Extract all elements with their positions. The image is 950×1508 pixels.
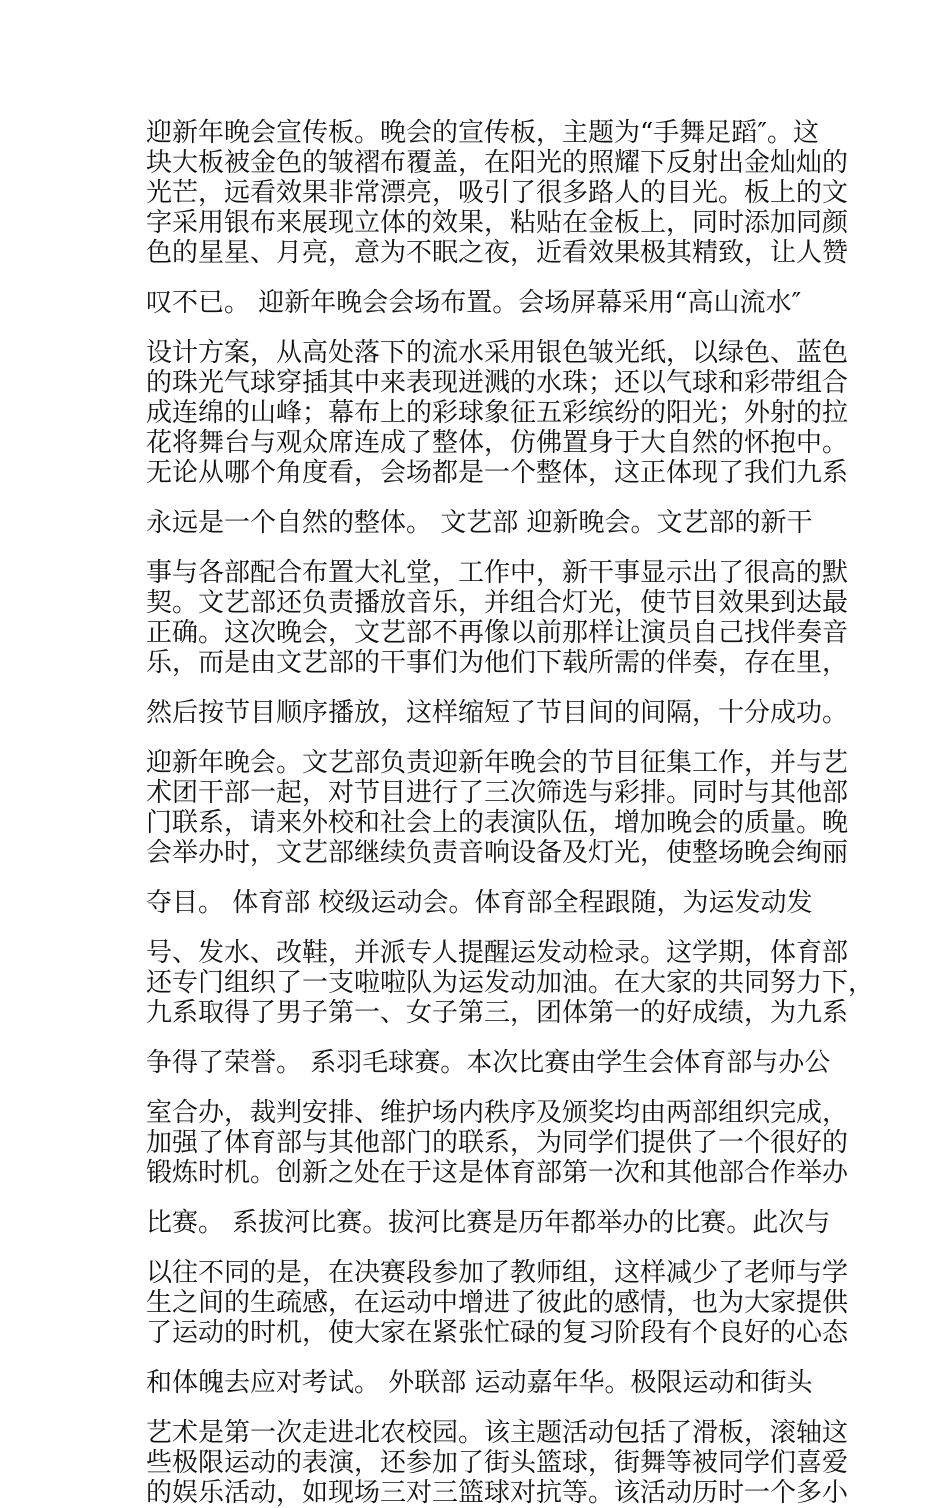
text-block bbox=[146, 938, 875, 1028]
text-line: 九系取得了男子第一、女子第三，团体第一的好成绩，为九系 bbox=[146, 998, 849, 1028]
document-body bbox=[146, 118, 875, 1508]
text-block bbox=[146, 1368, 826, 1398]
text-line: 块大板被金色的皱褶布覆盖，在阳光的照耀下反射出金灿灿的 bbox=[146, 148, 849, 178]
text-line: 迎新年晚会。文艺部负责迎新年晚会的节目征集工作，并与艺 bbox=[146, 748, 849, 778]
text-line: 了运动的时机，使大家在紧张忙碌的复习阶段有个良好的心态 bbox=[146, 1318, 849, 1348]
text-line: 的珠光气球穿插其中来表现迸溅的水珠；还以气球和彩带组合 bbox=[146, 368, 849, 398]
text-line: 夺目。 体育部 校级运动会。体育部全程跟随，为运发动发 bbox=[146, 888, 813, 918]
text-block bbox=[146, 698, 849, 728]
text-line: 号、发水、改鞋，并派专人提醒运发动检录。这学期，体育部 bbox=[146, 938, 849, 968]
text-block bbox=[146, 1258, 849, 1348]
text-block bbox=[146, 288, 826, 318]
text-line: 叹不已。 迎新年晚会会场布置。会场屏幕采用“高山流水″ bbox=[146, 288, 802, 318]
text-line: 契。文艺部还负责播放音乐，并组合灯光，使节目效果到达最 bbox=[146, 588, 849, 618]
text-block bbox=[146, 558, 849, 678]
text-block bbox=[146, 1208, 831, 1238]
text-line: 争得了荣誉。 系羽毛球赛。本次比赛由学生会体育部与办公 bbox=[146, 1048, 831, 1078]
text-line: 色的星星、月亮，意为不眠之夜，近看效果极其精致，让人赞 bbox=[146, 238, 849, 268]
text-line: 门联系，请来外校和社会上的表演队伍，增加晚会的质量。晚 bbox=[146, 808, 849, 838]
text-line: 字采用银布来展现立体的效果，粘贴在金板上，同时添加同颜 bbox=[146, 208, 849, 238]
text-block bbox=[146, 748, 849, 868]
text-line: 光芒，远看效果非常漂亮，吸引了很多路人的目光。板上的文 bbox=[146, 178, 849, 208]
text-line: 和体魄去应对考试。 外联部 运动嘉年华。极限运动和街头 bbox=[146, 1368, 813, 1398]
text-line: 迎新年晚会宣传板。晚会的宣传板，主题为“手舞足蹈″。这 bbox=[146, 118, 820, 148]
text-line: 比赛。 系拔河比赛。拔河比赛是历年都举办的比赛。此次与 bbox=[146, 1208, 831, 1238]
text-line: 生之间的生疏感，在运动中增进了彼此的感情，也为大家提供 bbox=[146, 1288, 849, 1318]
text-line: 艺术是第一次走进北农校园。该主题活动包括了滑板，滚轴这 bbox=[146, 1418, 849, 1448]
text-line: 永远是一个自然的整体。 文艺部 迎新晚会。文艺部的新干 bbox=[146, 508, 813, 538]
text-block bbox=[146, 338, 849, 488]
text-line: 花将舞台与观众席连成了整体，仿佛置身于大自然的怀抱中。 bbox=[146, 428, 849, 458]
text-line: 锻炼时机。创新之处在于这是体育部第一次和其他部合作举办 bbox=[146, 1158, 849, 1188]
text-line: 术团干部一起，对节目进行了三次筛选与彩排。同时与其他部 bbox=[146, 778, 849, 808]
text-line: 无论从哪个角度看，会场都是一个整体，这正体现了我们九系 bbox=[146, 458, 849, 488]
text-block bbox=[146, 1418, 849, 1508]
text-line: 室合办，裁判安排、维护场内秩序及颁奖均由两部组织完成， bbox=[146, 1098, 849, 1128]
text-line: 以往不同的是，在决赛段参加了教师组，这样减少了老师与学 bbox=[146, 1258, 849, 1288]
text-block bbox=[146, 508, 826, 538]
text-line: 还专门组织了一支啦啦队为运发动加油。在大家的共同努力下， bbox=[146, 968, 875, 998]
text-block bbox=[146, 1098, 849, 1188]
text-block bbox=[146, 118, 849, 268]
text-line: 乐，而是由文艺部的干事们为他们下载所需的伴奏，存在里， bbox=[146, 648, 849, 678]
text-line: 事与各部配合布置大礼堂，工作中，新干事显示出了很高的默 bbox=[146, 558, 849, 588]
text-line: 些极限运动的表演，还参加了街头篮球，街舞等被同学们喜爱 bbox=[146, 1448, 849, 1478]
text-line: 成连绵的山峰；幕布上的彩球象征五彩缤纷的阳光；外射的拉 bbox=[146, 398, 849, 428]
text-line: 然后按节目顺序播放，这样缩短了节目间的间隔，十分成功。 bbox=[146, 698, 849, 728]
text-line: 正确。这次晚会，文艺部不再像以前那样让演员自己找伴奏音 bbox=[146, 618, 849, 648]
text-line: 的娱乐活动，如现场三对三篮球对抗等。该活动历时一个多小 bbox=[146, 1478, 849, 1508]
text-line: 加强了体育部与其他部门的联系，为同学们提供了一个很好的 bbox=[146, 1128, 849, 1158]
text-block bbox=[146, 888, 826, 918]
text-line: 设计方案，从高处落下的流水采用银色皱光纸，以绿色、蓝色 bbox=[146, 338, 849, 368]
text-line: 会举办时，文艺部继续负责音响设备及灯光，使整场晚会绚丽 bbox=[146, 838, 849, 868]
text-block bbox=[146, 1048, 831, 1078]
